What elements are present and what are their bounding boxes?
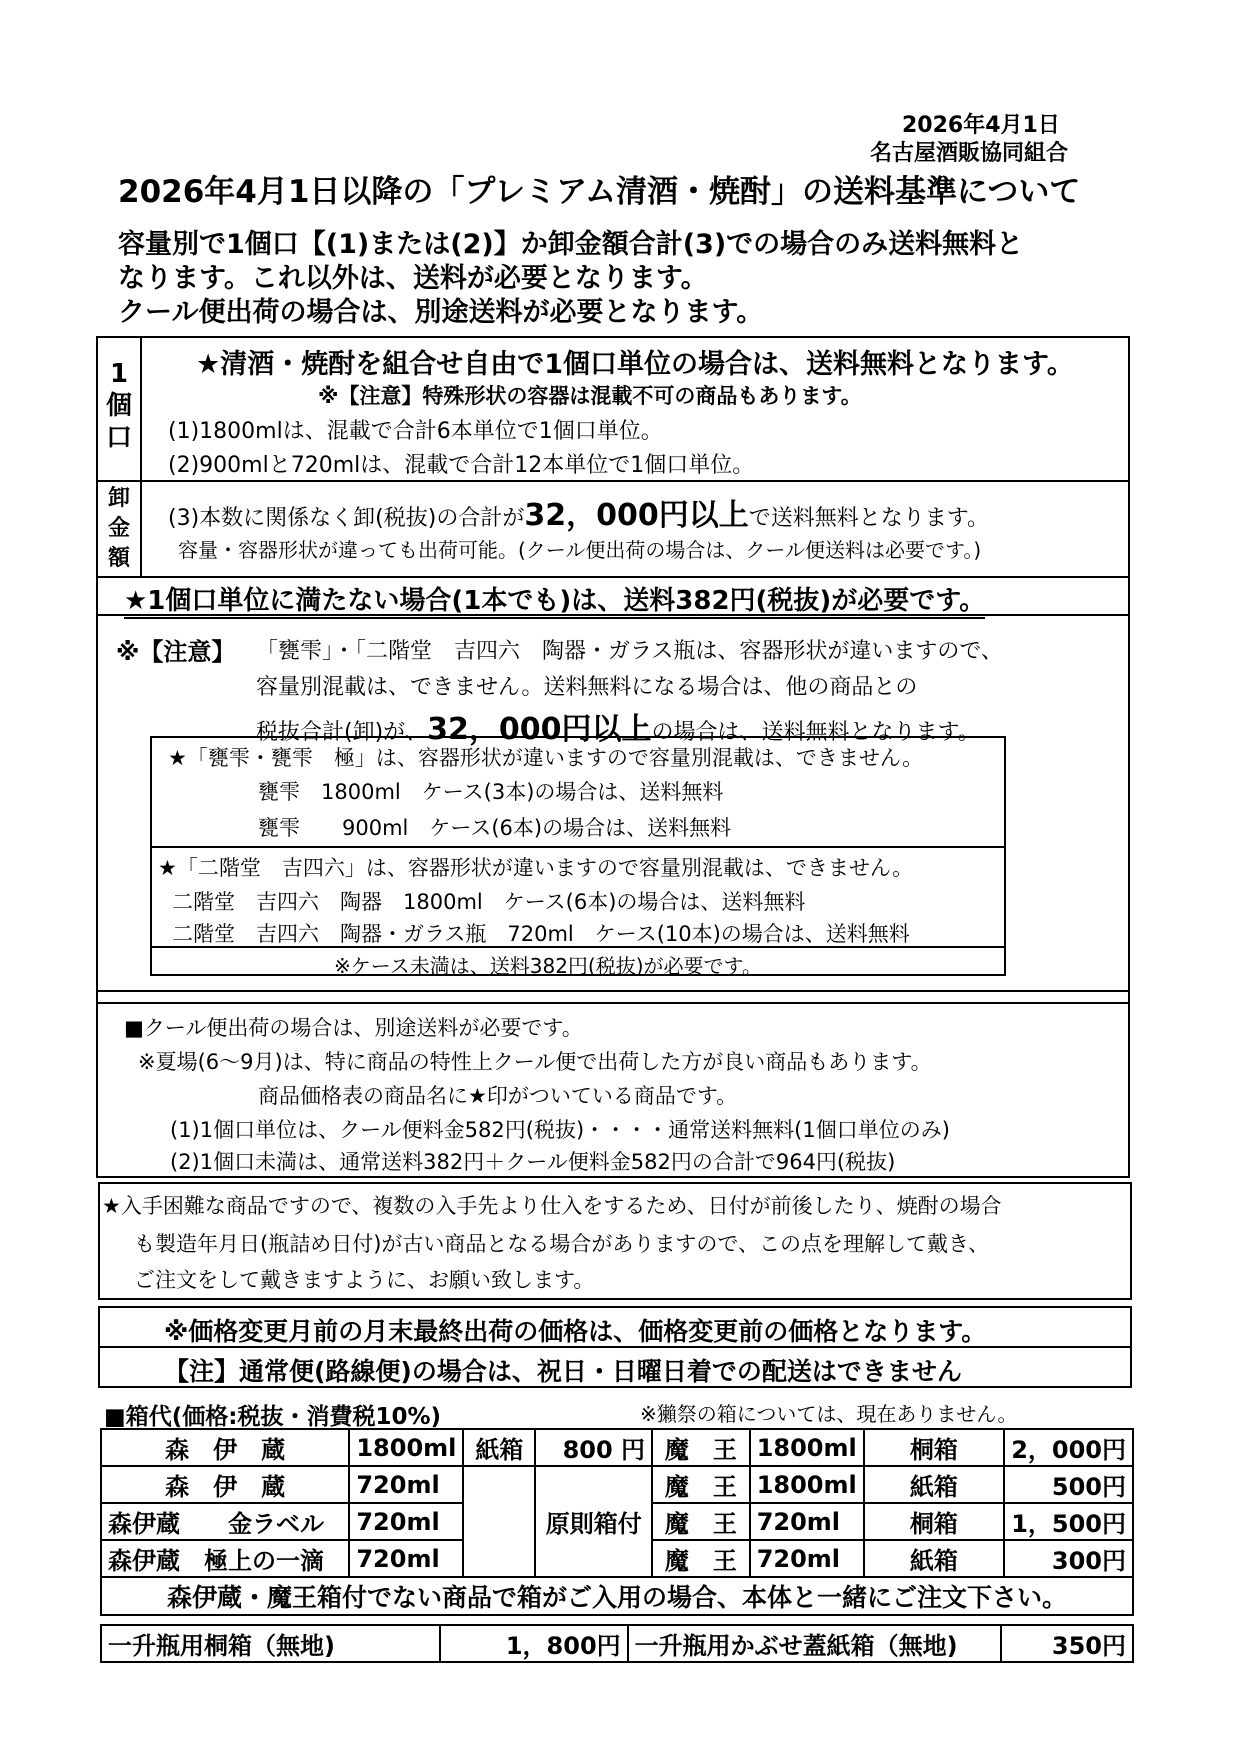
caution-line-1: 「甕雫」・「二階堂 吉四六 陶器・ガラス瓶は、容器形状が違いますので、 (256, 639, 1003, 664)
right-size: 720ml (750, 1503, 864, 1540)
cool-line-2: 商品価格表の商品名に★印がついている商品です。 (258, 1084, 738, 1108)
left-size: 720ml (349, 1466, 463, 1503)
table-row (101, 1466, 1133, 1503)
section-divider (96, 480, 1130, 482)
caution-amount: 32，000円以上 (427, 712, 652, 747)
right-size: 1800ml (750, 1466, 864, 1503)
rare-line-2: も製造年月日(瓶詰め日付)が古い商品となる場合がありますので、この点を理解して戴き、 (134, 1232, 990, 1256)
left-merged-price: 原則箱付 (535, 1466, 652, 1577)
right-price: 500円 (1004, 1466, 1133, 1503)
right-name: 魔 王 (652, 1503, 750, 1540)
section-divider (96, 990, 1130, 992)
section-divider (96, 576, 1130, 578)
intro-line-1: 容量別で1個口【(1)または(2)】か卸金額合計(3)での場合のみ送料無料と (118, 229, 1024, 260)
box-price-title: ■箱代(価格:税抜・消費税10%) (104, 1404, 442, 1430)
nikaido-heading: ★「二階堂 吉四六」は、容器形状が違いますので容量別混載は、できません。 (158, 856, 914, 880)
caution-line-3-post: の場合は、送料無料となります。 (651, 720, 980, 745)
left-name: 森伊蔵 極上の一滴 (101, 1540, 349, 1577)
organization-name: 名古屋酒販協同組合 (870, 141, 1069, 166)
right-name: 魔 王 (652, 1466, 750, 1503)
section1-headline: ★清酒・焼酎を組合せ自由で1個口単位の場合は、送料無料となります。 (196, 349, 1074, 380)
page-title: 2026年4月1日以降の「プレミアム清酒・焼酎」の送料基準について (118, 174, 1081, 210)
left-size: 720ml (349, 1540, 463, 1577)
right-type: 紙箱 (864, 1466, 1004, 1503)
kame-900: 甕雫 900ml ケース(6本)の場合は、送料無料 (258, 816, 732, 840)
right-price: 2，000円 (1004, 1429, 1133, 1466)
rare-line-1: ★入手困難な商品ですので、複数の入手先より仕入をするため、日付が前後したり、焼酎の場合 (102, 1194, 1002, 1218)
left-name: 森伊蔵 金ラベル (101, 1503, 349, 1540)
issho-kabuse-label: 一升瓶用かぶせ蓋紙箱（無地) (628, 1625, 1002, 1662)
cool-heading: ■クール便出荷の場合は、別途送料が必要です。 (124, 1016, 583, 1040)
issho-kiri-price: 1，800円 (440, 1625, 628, 1662)
nikaido-720: 二階堂 吉四六 陶器・ガラス瓶 720ml ケース(10本)の場合は、送料無料 (172, 922, 910, 946)
table-row (101, 1577, 1133, 1615)
right-type: 桐箱 (864, 1503, 1004, 1540)
price-change-note: ※価格変更月前の月末最終出荷の価格は、価格変更前の価格となります。 (164, 1317, 987, 1346)
right-name: 魔 王 (652, 1540, 750, 1577)
issho-box-table (100, 1624, 1134, 1663)
section1-item-2: (2)900mlと720mlは、混載で合計12本単位で1個口単位。 (168, 453, 755, 478)
nikaido-1800: 二階堂 吉四六 陶器 1800ml ケース(6本)の場合は、送料無料 (172, 890, 806, 914)
table-row (101, 1625, 1133, 1662)
right-type: 桐箱 (864, 1429, 1004, 1466)
caution-line-3-pre: 税抜合計(卸)が、 (256, 720, 428, 745)
kame-1800: 甕雫 1800ml ケース(3本)の場合は、送料無料 (258, 780, 724, 804)
right-name: 魔 王 (652, 1429, 750, 1466)
left-name: 森 伊 蔵 (101, 1466, 349, 1503)
section2-label: 卸 金 額 (107, 486, 130, 571)
kame-heading: ★「甕雫・甕雫 極」は、容器形状が違いますので容量別混載は、できません。 (168, 746, 924, 770)
section1-label: 1 個 口 (105, 359, 132, 453)
section-divider (96, 1002, 1130, 1004)
cool-line-3: (1)1個口単位は、クール便料金582円(税抜)・・・・通常送料無料(1個口単位のみ) (170, 1118, 950, 1142)
section2-line-1 (168, 490, 989, 534)
holiday-note: 【注】通常便(路線便)の場合は、祝日・日曜日着での配送はできません (164, 1357, 962, 1386)
left-size: 1800ml (349, 1429, 463, 1466)
section2-line-1-pre: (3)本数に関係なく卸(税抜)の合計が (168, 506, 525, 531)
section1-item-1: (1)1800mlは、混載で合計6本単位で1個口単位。 (168, 419, 663, 444)
cool-line-4: (2)1個口未満は、通常送料382円＋クール便料金582円の合計で964円(税抜) (170, 1150, 896, 1174)
issho-kabuse-price: 350円 (1001, 1625, 1133, 1662)
inner-divider (150, 846, 1006, 848)
right-size: 1800ml (750, 1429, 864, 1466)
section1-note: ※【注意】特殊形状の容器は混載不可の商品もあります。 (318, 384, 862, 408)
dassai-box-note: ※獺祭の箱については、現在ありません。 (640, 1402, 1018, 1426)
under-one-unit-notice: ★1個口単位に満たない場合(1本でも)は、送料382円(税抜)が必要です。 (124, 580, 985, 619)
section2-line-2: 容量・容器形状が違っても出荷可能。(クール便出荷の場合は、クール便送料は必要です。) (178, 538, 982, 562)
rare-line-3: ご注文をして戴きますように、お願い致します。 (134, 1268, 595, 1292)
box-footer-note: 森伊蔵・魔王箱付でない商品で箱がご入用の場合、本体と一緒にご注文下さい。 (101, 1577, 1133, 1615)
case-shortage-note: ※ケース未満は、送料382円(税抜)が必要です。 (334, 954, 762, 978)
right-price: 300円 (1004, 1540, 1133, 1577)
right-type: 紙箱 (864, 1540, 1004, 1577)
left-price: 800 円 (535, 1429, 652, 1466)
section2-line-1-post: で送料無料となります。 (748, 506, 989, 531)
intro-line-3: クール便出荷の場合は、別途送料が必要となります。 (118, 297, 764, 328)
caution-prefix: ※【注意】 (116, 638, 236, 666)
box-price-table (100, 1428, 1134, 1616)
right-price: 1，500円 (1004, 1503, 1133, 1540)
section2-amount: 32，000円以上 (524, 498, 749, 533)
left-type: 紙箱 (463, 1429, 535, 1466)
intro-line-2: なります。これ以外は、送料が必要となります。 (118, 263, 708, 294)
label-column-divider (140, 336, 142, 576)
issho-kiri-label: 一升瓶用桐箱（無地) (101, 1625, 440, 1662)
left-size: 720ml (349, 1503, 463, 1540)
left-name: 森 伊 蔵 (101, 1429, 349, 1466)
table-row (101, 1429, 1133, 1466)
cool-line-1: ※夏場(6～9月)は、特に商品の特性上クール便で出荷した方が良い商品もあります。 (138, 1050, 932, 1074)
caution-line-2: 容量別混載は、できません。送料無料になる場合は、他の商品との (256, 675, 918, 700)
left-type-empty (463, 1466, 535, 1577)
issue-date: 2026年4月1日 (902, 113, 1060, 138)
right-size: 720ml (750, 1540, 864, 1577)
